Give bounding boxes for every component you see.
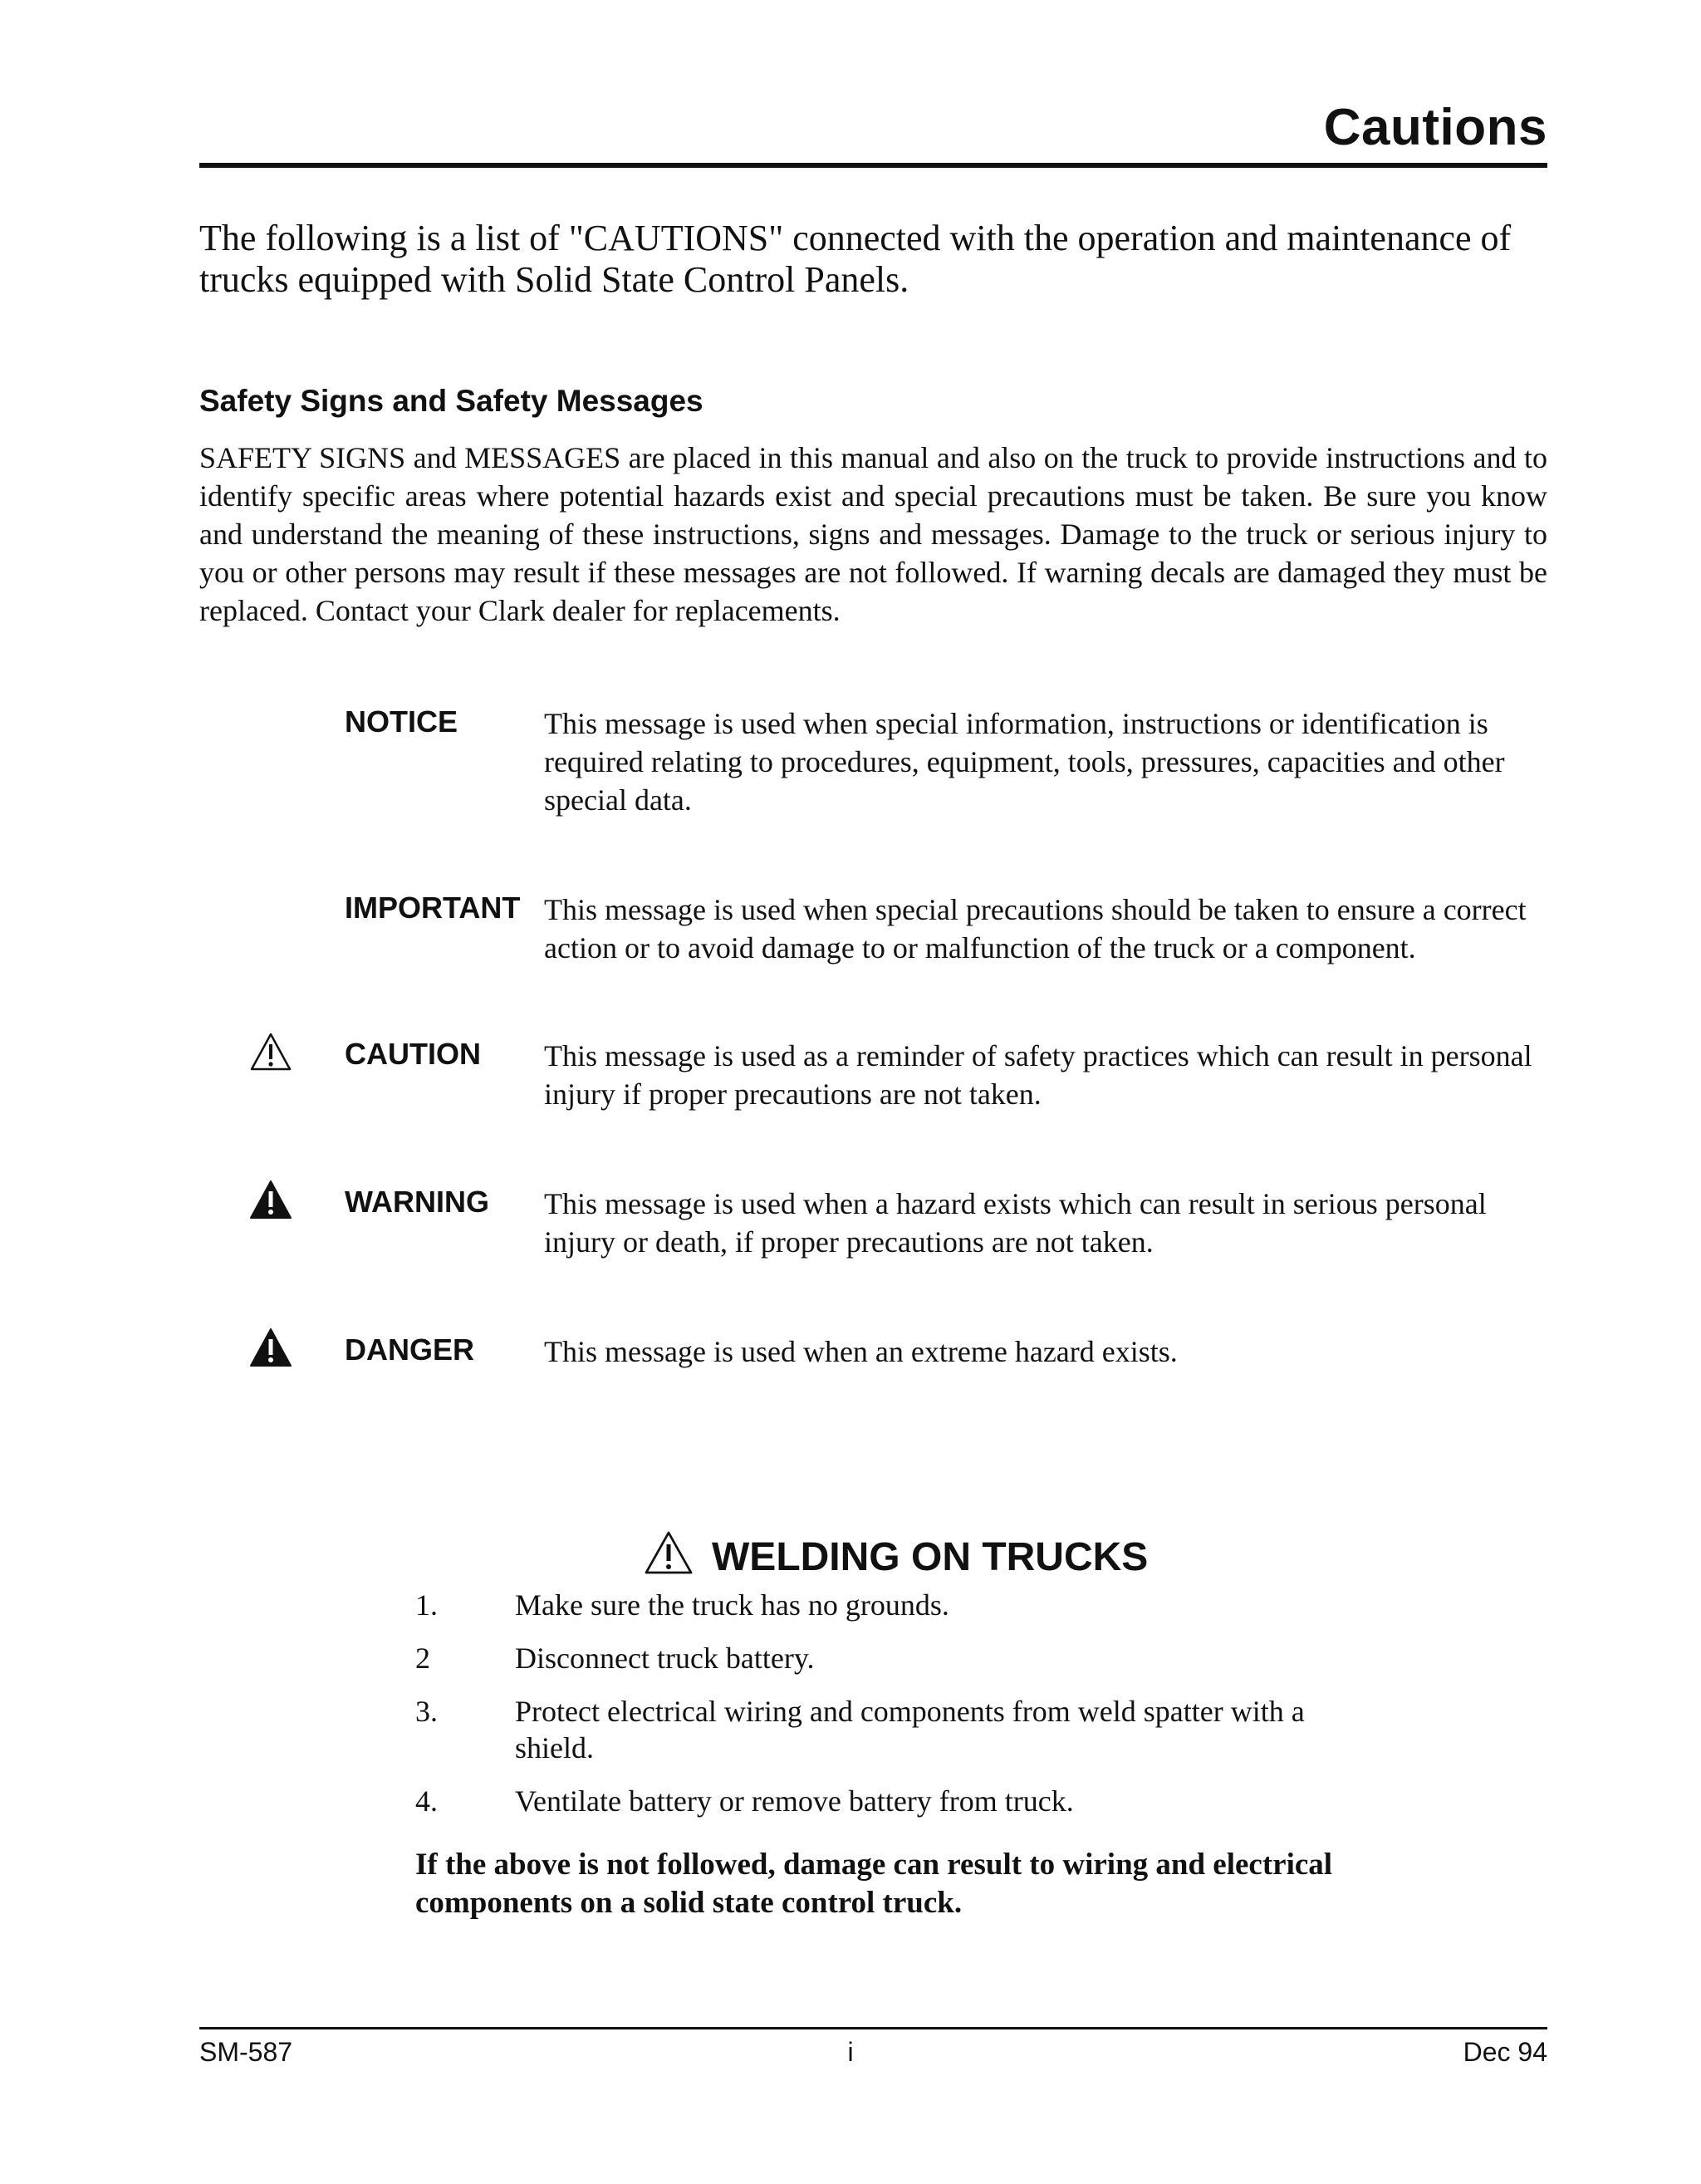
message-text: This message is used when special precautions should be taken to ensure a correct action or to avoid damage to or malfunction of the truck or a component.	[544, 893, 1527, 964]
welding-title-text: WELDING ON TRUCKS	[712, 1535, 1149, 1579]
section-heading: Safety Signs and Safety Messages	[199, 384, 703, 418]
welding-title	[644, 1530, 1148, 1580]
header-rule	[199, 163, 1547, 168]
message-text: This message is used when an extreme hazard exists.	[544, 1335, 1178, 1368]
list-item	[415, 1783, 1329, 1819]
welding-warning: If the above is not followed, damage can result to wiring and electrical components on a solid state control truck.	[415, 1848, 1333, 1920]
footer-rule	[199, 2027, 1547, 2029]
footer-doc-id: SM-587	[199, 2037, 293, 2067]
message-text: This message is used when special information, instructions or identification is required relating to procedures, equipment, tools, pressures, capacities and other special data.	[544, 707, 1505, 817]
message-label: WARNING	[345, 1185, 489, 1219]
message-label: NOTICE	[345, 704, 458, 739]
list-item-number: 3.	[415, 1695, 438, 1728]
list-item-text: Ventilate battery or remove battery from truck.	[515, 1784, 1074, 1818]
message-text: This message is used as a reminder of safety practices which can result in personal injury if proper precautions are not taken.	[544, 1039, 1532, 1111]
list-item-text: Protect electrical wiring and components from weld spatter with a shield.	[515, 1695, 1305, 1764]
list-item-text: Disconnect truck battery.	[515, 1642, 815, 1675]
intro-paragraph: The following is a list of "CAUTIONS" connected with the operation and maintenance of trucks equipped with Solid State Control Panels.	[199, 218, 1512, 300]
danger-triangle-filled-icon	[249, 1328, 292, 1367]
list-item-text: Make sure the truck has no grounds.	[515, 1588, 949, 1622]
message-label: CAUTION	[345, 1037, 481, 1071]
page-title: Cautions	[1323, 99, 1547, 156]
footer-date: Dec 94	[1463, 2037, 1547, 2067]
list-item	[415, 1640, 1329, 1676]
message-label: IMPORTANT	[345, 891, 521, 925]
list-item-number: 2	[415, 1642, 430, 1675]
footer-page-number: i	[847, 2037, 854, 2067]
message-text: This message is used when a hazard exists which can result in serious personal injury or death, if proper precautions are not taken.	[544, 1187, 1487, 1259]
list-item	[415, 1587, 1329, 1623]
warning-triangle-filled-icon	[249, 1180, 292, 1220]
list-item	[415, 1693, 1329, 1766]
caution-triangle-outline-icon	[644, 1530, 694, 1575]
caution-triangle-outline-icon	[249, 1032, 292, 1072]
section-body: SAFETY SIGNS and MESSAGES are placed in this manual and also on the truck to provide instructions and to identify specific areas where potential hazards exist and special precautions must be taken. Be sure you know and understand the meaning of these instructions, signs and messages. Damage to the truck or serious injury to you or other persons may result if these messages are not followed. If warning decals are damaged they must be replaced. Contact your Clark dealer for replacements.	[199, 441, 1547, 627]
list-item-number: 4.	[415, 1784, 438, 1818]
welding-steps	[415, 1587, 1329, 1836]
message-label: DANGER	[345, 1332, 475, 1367]
list-item-number: 1.	[415, 1588, 438, 1622]
